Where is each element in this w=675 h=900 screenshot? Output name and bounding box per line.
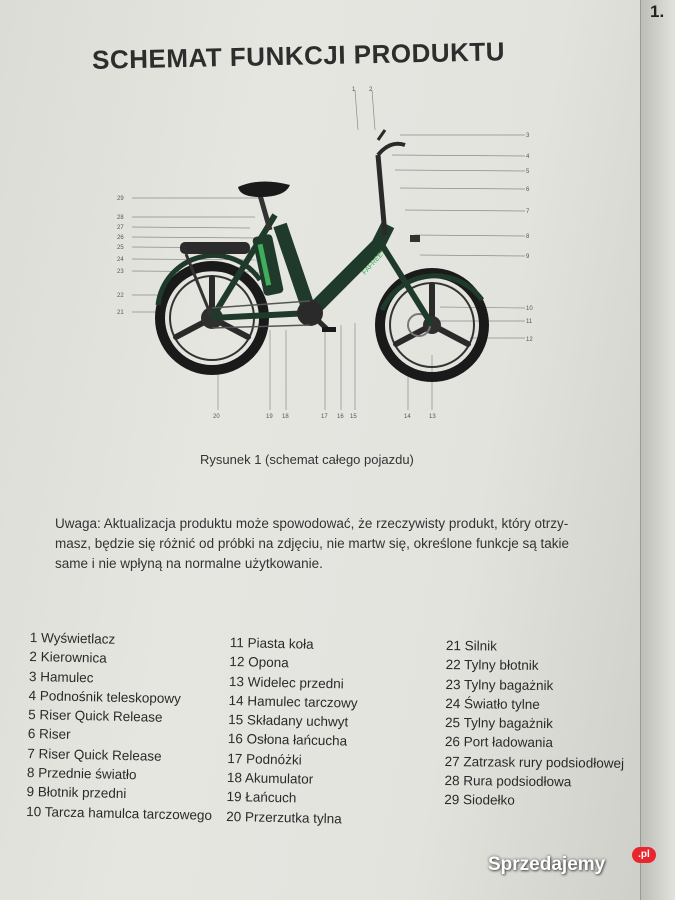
callout-14: 14: [404, 414, 411, 420]
note-line: same i nie wpłyną na normalne użytkowanie.: [55, 556, 323, 571]
callout-15: 15: [350, 414, 357, 420]
part-item: 13 Widelec przedni: [228, 673, 344, 691]
callout-25: 25: [117, 245, 124, 251]
part-item: 1 Wyświetlacz: [29, 629, 116, 647]
part-item: 29 Siodełko: [444, 792, 515, 809]
callout-1: 1: [352, 87, 356, 93]
callout-13: 13: [429, 414, 436, 420]
callout-7: 7: [526, 209, 530, 215]
part-item: 12 Opona: [229, 654, 289, 671]
callout-11: 11: [526, 319, 533, 325]
callout-28: 28: [117, 215, 124, 221]
part-item: 21 Silnik: [445, 637, 498, 654]
parts-list-column-2: [226, 633, 359, 829]
part-item: 28 Rura podsiodłowa: [444, 773, 572, 790]
callout-29: 29: [117, 196, 124, 202]
part-item: 6 Riser: [27, 726, 71, 743]
part-item: 24 Światło tylne: [445, 695, 540, 712]
part-item: 25 Tylny bagażnik: [445, 715, 553, 732]
part-item: 5 Riser Quick Release: [28, 707, 163, 725]
callout-27: 27: [117, 225, 124, 231]
next-page-edge: [640, 0, 675, 900]
note-line: Uwaga: Aktualizacja produktu może spowodować, że rzeczywisty produkt, który otrzy-: [55, 516, 569, 531]
part-item: 27 Zatrzask rury podsiodłowej: [444, 753, 625, 771]
note-line: masz, będzie się różnić od próbki na zdjęciu, nie martw się, określone funkcje są takie: [55, 536, 569, 551]
part-item: 16 Osłona łańcucha: [227, 731, 348, 749]
callout-3: 3: [526, 133, 530, 139]
callout-5: 5: [526, 169, 530, 175]
part-item: 17 Podnóżki: [227, 750, 302, 768]
callout-4: 4: [526, 154, 530, 160]
part-item: 20 Przerzutka tylna: [226, 808, 342, 827]
callout-16: 16: [337, 414, 344, 420]
bike-diagram: [110, 85, 550, 425]
part-item: 11 Piasta koła: [229, 634, 314, 652]
part-item: 8 Przednie światło: [26, 765, 137, 783]
callout-12: 12: [526, 337, 533, 343]
callout-10: 10: [526, 306, 533, 312]
part-item: 14 Hamulec tarczowy: [228, 692, 358, 711]
part-item: 7 Riser Quick Release: [27, 745, 162, 764]
callout-9: 9: [526, 254, 530, 260]
part-item: 15 Składany uchwyt: [228, 712, 349, 730]
part-item: 19 Łańcuch: [226, 789, 297, 806]
parts-list-column-3: [444, 636, 625, 812]
page-number: 1.: [650, 2, 665, 21]
callout-17: 17: [321, 414, 328, 420]
part-item: 3 Hamulec: [28, 668, 94, 685]
callout-22: 22: [117, 293, 124, 299]
part-item: 18 Akumulator: [226, 770, 314, 787]
part-item: 23 Tylny bagażnik: [445, 676, 554, 693]
watermark-logo: Sprzedajemy: [488, 854, 606, 875]
watermark-badge: .pl: [632, 847, 656, 863]
note-paragraph: [55, 514, 615, 574]
callout-18: 18: [282, 414, 289, 420]
part-item: 4 Podnośnik teleskopowy: [28, 687, 182, 707]
part-item: 2 Kierownica: [29, 649, 107, 666]
bike-illustration: [158, 130, 484, 377]
part-item: 9 Błotnik przedni: [26, 784, 127, 802]
page-title: SCHEMAT FUNKCJI PRODUKTU: [91, 36, 506, 75]
part-item: 26 Port ładowania: [444, 734, 554, 751]
part-item: 10 Tarcza hamulca tarczowego: [26, 803, 213, 823]
callout-26: 26: [117, 235, 124, 241]
callout-24: 24: [117, 257, 124, 263]
callout-21: 21: [117, 310, 124, 316]
callout-8: 8: [526, 234, 530, 240]
parts-list-column-1: [26, 628, 216, 825]
part-item: 22 Tylny błotnik: [445, 657, 539, 674]
callout-2: 2: [369, 87, 373, 93]
callout-19: 19: [266, 414, 273, 420]
figure-caption: Rysunek 1 (schemat całego pojazdu): [200, 452, 414, 467]
callout-6: 6: [526, 187, 530, 193]
frame-brand-label: FAFREES: [361, 247, 388, 277]
callout-23: 23: [117, 269, 124, 275]
callout-20: 20: [213, 414, 220, 420]
